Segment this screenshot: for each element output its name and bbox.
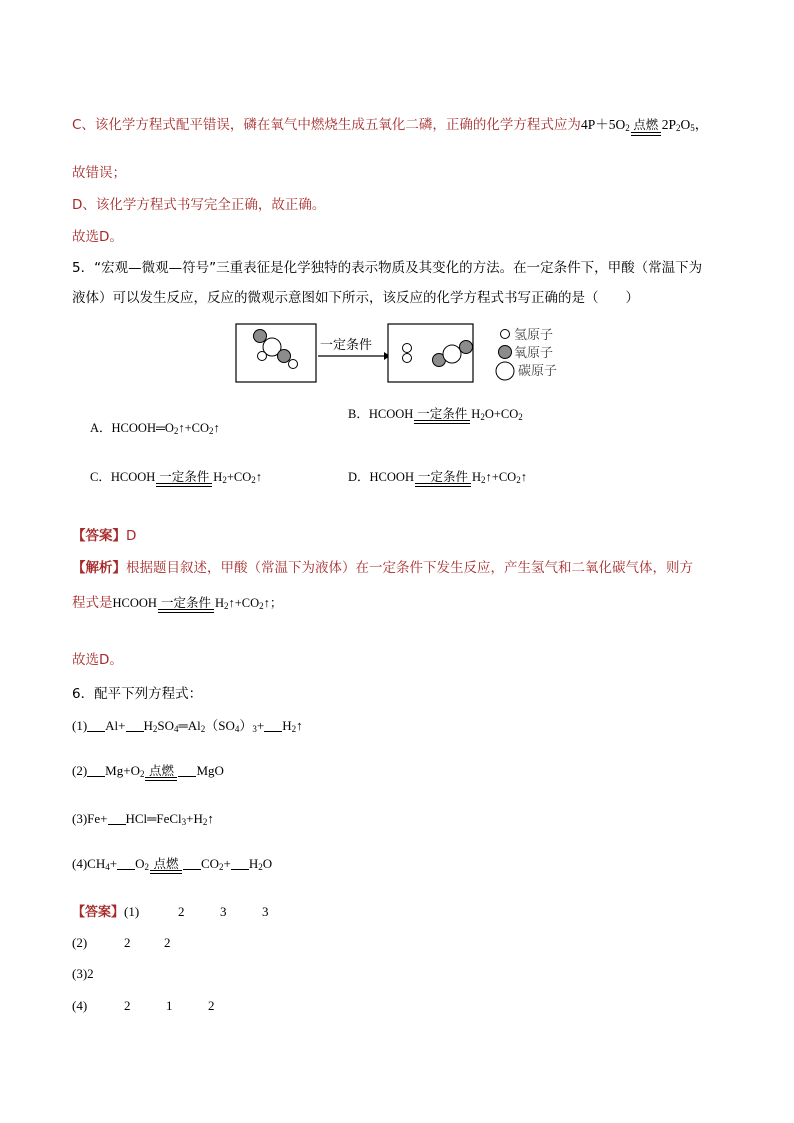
q5-choice: 故选D。 <box>72 652 123 668</box>
q5-answer: 【答案】D <box>72 528 137 544</box>
choice-d-prev: 故选D。 <box>72 229 123 245</box>
q5-analysis-line2: 程式是HCOOH 一定条件 $H_2↑+CO_2↑$； <box>72 595 283 611</box>
option-c-line: C、该化学方程式配平错误，磷在氧气中燃烧生成五氧化二磷，正确的化学方程式应为$4P+5O_2$ 点燃 $2P_2O_5$， <box>72 116 708 137</box>
option-d-line: D、该化学方程式书写完全正确，故正确。 <box>72 197 326 213</box>
q6-title: 6．配平下列方程式： <box>72 686 203 702</box>
legend-hydrogen-label: 氢原子 <box>514 328 554 343</box>
q6-answer-1: 【答案】(1) 2 3 3 <box>72 904 269 920</box>
carbon-atom <box>443 345 461 363</box>
q6-answer-2: (2) 2 2 <box>72 935 171 950</box>
option-c[interactable]: C．HCOOH 一定条件 $H_2+CO_2↑$ <box>90 469 262 485</box>
equation-phosphorus: $4P+5O_2$ 点燃 $2P_2O_5$ <box>581 117 695 132</box>
q5-analysis-line1: 【解析】根据题目叙述，甲酸（常温下为液体）在一定条件下发生反应，产生氢气和二氧化碳气体，则方 <box>72 560 693 576</box>
hydrogen-atom <box>289 360 298 369</box>
option-c-text: C、该化学方程式配平错误，磷在氧气中燃烧生成五氧化二磷，正确的化学方程式应为 <box>72 117 581 133</box>
q6-eq4: $(4)CH_4+ O_2$ 点燃 $CO_2+ H_2O$ <box>72 856 273 872</box>
option-c-conclusion: 故错误； <box>72 165 126 181</box>
legend-carbon-label: 碳原子 <box>518 364 558 379</box>
hydrogen-atom <box>258 352 267 361</box>
hydrogen-atom <box>403 354 412 363</box>
q6-answer-4: (4) 2 1 2 <box>72 998 215 1013</box>
oxygen-atom <box>278 350 291 363</box>
reaction-diagram <box>230 318 570 390</box>
hydrogen-atom <box>403 344 412 353</box>
option-d[interactable]: D．HCOOH 一定条件 $H_2↑+CO_2↑$ <box>348 469 527 485</box>
oxygen-atom <box>254 330 267 343</box>
legend-oxygen-icon <box>499 346 512 359</box>
q6-eq2: (2) $Mg+O_2$ 点燃 MgO <box>72 763 224 779</box>
q6-eq3: $(3)Fe+ HCl═FeCl_3+H_2↑$ <box>72 811 214 827</box>
q5-line1: 5．“宏观—微观—符号”三重表征是化学独特的表示物质及其变化的方法。在一定条件下，甲酸（常温下为 <box>72 260 703 276</box>
q5-line2: 液体）可以发生反应，反应的微观示意图如下所示，该反应的化学方程式书写正确的是（ ） <box>72 290 639 306</box>
q6-answer-3: (3)2 <box>72 966 94 981</box>
q6-eq1: (1) $Al+ H_2SO_4═Al_2(SO_4)_3+$ $H_2↑$ <box>72 718 303 734</box>
oxygen-atom <box>460 341 473 354</box>
arrow-condition-label: 一定条件 <box>320 338 373 353</box>
legend-hydrogen-icon <box>501 330 510 339</box>
option-a[interactable]: A．$HCOOH═O_2↑+CO_2↑$ <box>90 421 220 436</box>
legend-carbon-icon <box>496 362 514 380</box>
legend-oxygen-label: 氧原子 <box>514 346 554 361</box>
option-b[interactable]: B．HCOOH 一定条件 $H_2O+CO_2$ <box>348 406 523 422</box>
